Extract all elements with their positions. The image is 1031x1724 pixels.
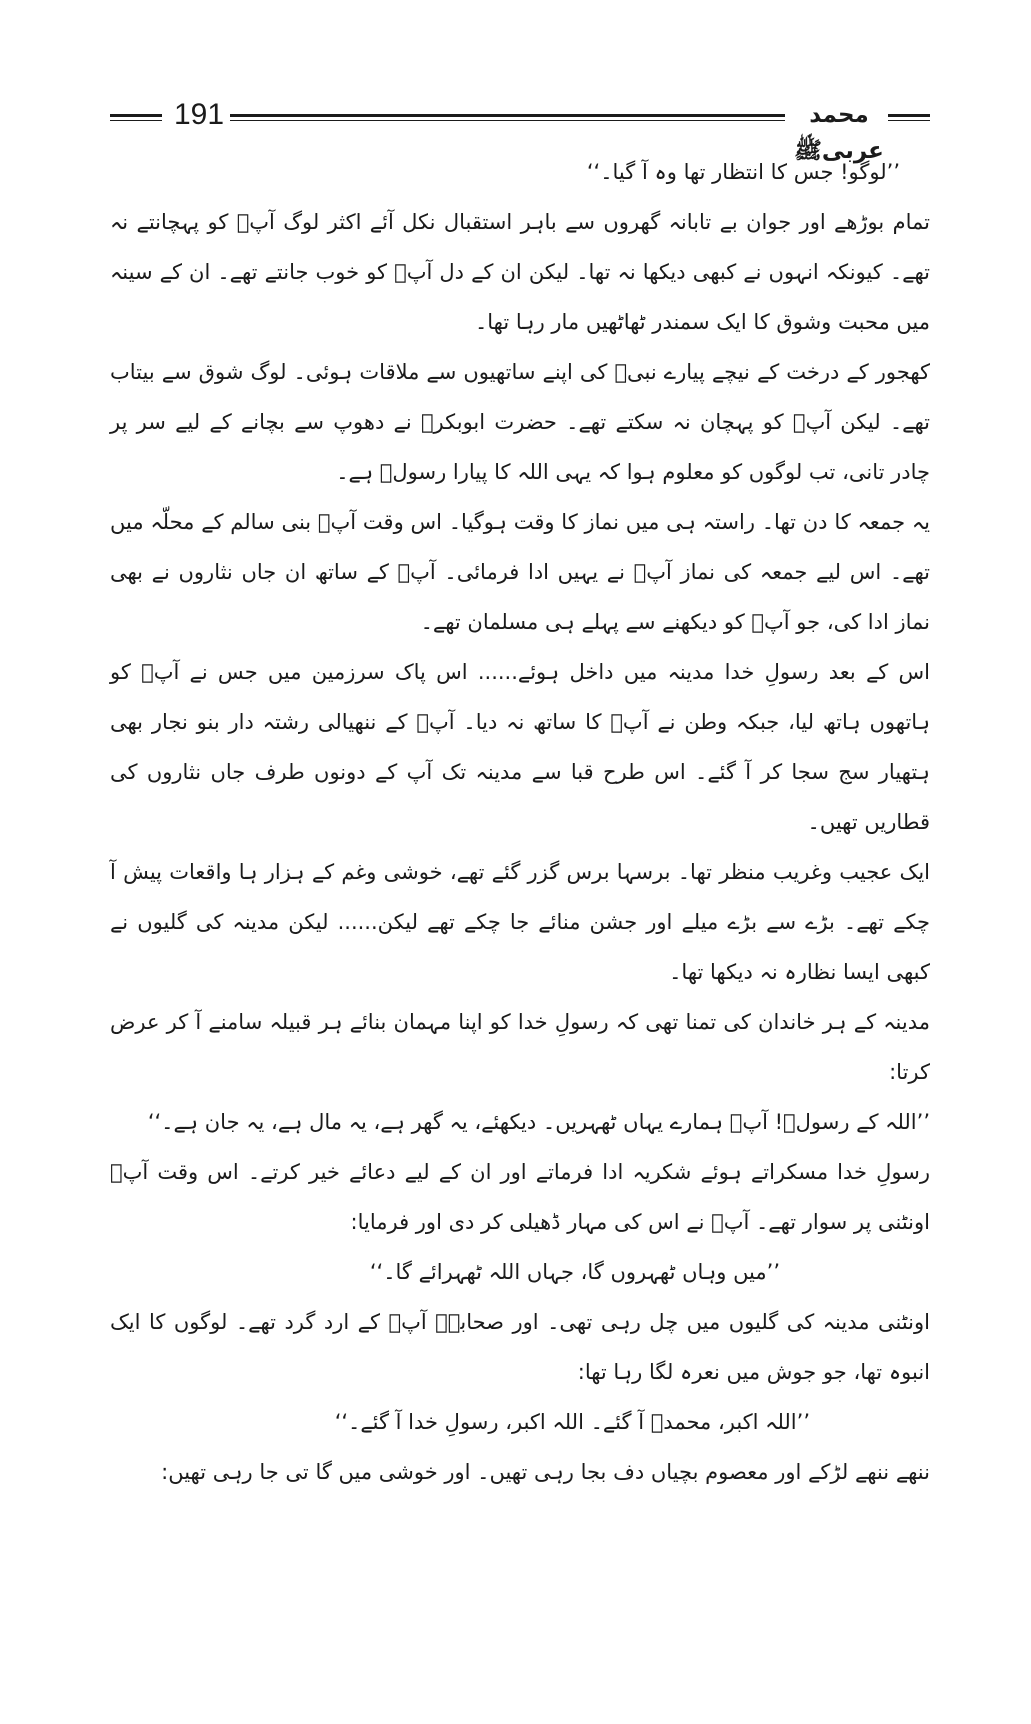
header-rule-right [888, 114, 930, 117]
book-title: محمد عربیﷺ [794, 102, 884, 164]
quote-stay-with-us: ’’اللہ کے رسولؐ! آپؐ ہمارے یہاں ٹھہریں۔ دیکھئے، یہ گھر ہے، یہ مال ہے، یہ جان ہے۔‘‘ [147, 1110, 930, 1134]
paragraph-welcome: تمام بوڑھے اور جوان بے تابانہ گھروں سے باہر استقبال نکل آئے اکثر لوگ آپؐ کو پہچانتے نہ تھے۔ کیونکہ انہوں نے کبھی دیکھا نہ تھا۔ لیکن ان کے دل آپؐ کو خوب جانتے تھے۔ ان کے سینہ میں محبت وشوق کا ایک سمندر ٹھاٹھیں مار رہا تھا۔ [110, 210, 930, 334]
header-rule-left [110, 114, 162, 117]
paragraph-camel-reins: رسولِ خدا مسکراتے ہوئے شکریہ ادا فرماتے اور ان کے لیے دعائے خیر کرتے۔ اس وقت آپؐ اونٹنی پر سوار تھے۔ آپؐ نے اس کی مہار ڈھیلی کر دی اور فرمایا: [110, 1160, 930, 1234]
page-body [110, 147, 930, 1497]
page-number: 191 [174, 98, 225, 131]
paragraph-every-family: مدینہ کے ہر خاندان کی تمنا تھی کہ رسولِ خدا کو اپنا مہمان بنائے ہر قبیلہ سامنے آ کر عرض کرتا: [110, 1010, 930, 1084]
paragraph-children-singing: ننھے ننھے لڑکے اور معصوم بچیاں دف بجا رہی تھیں۔ اور خوشی میں گا تی جا رہی تھیں: [161, 1460, 930, 1484]
quote-awaited-one: ’’لوگو! جس کا انتظار تھا وہ آ گیا۔‘‘ [586, 160, 900, 184]
book-page [110, 85, 930, 1497]
paragraph-friday-prayer: یہ جمعہ کا دن تھا۔ راستہ ہی میں نماز کا وقت ہوگیا۔ اس وقت آپؐ بنی سالم کے محلّہ میں تھے۔ اس لیے جمعہ کی نماز آپؐ نے یہیں ادا فرمائی۔ آپؐ کے ساتھ ان جاں نثاروں نے بھی نماز ادا کی، جو آپؐ کو دیکھنے سے پہلے ہی مسلمان تھے۔ [110, 510, 930, 634]
quote-where-allah-stops: ’’میں وہاں ٹھہروں گا، جہاں اللہ ٹھہرائے گا۔‘‘ [369, 1260, 780, 1284]
header-rule-middle [230, 114, 785, 117]
paragraph-camel-streets: اونٹنی مدینہ کی گلیوں میں چل رہی تھی۔ اور صحابہؓ آپؐ کے ارد گرد تھے۔ لوگوں کا ایک انبوہ تھا، جو جوش میں نعرہ لگا رہا تھا: [110, 1310, 930, 1384]
paragraph-strange-scene: ایک عجیب وغریب منظر تھا۔ برسہا برس گزر گئے تھے، خوشی وغم کے ہزار ہا واقعات پیش آ چکے تھے۔ بڑے سے بڑے میلے اور جشن منائے جا چکے تھے لیکن...... لیکن مدینہ کی گلیوں نے کبھی ایسا نظارہ نہ دیکھا تھا۔ [110, 860, 930, 984]
page-header [110, 85, 930, 164]
paragraph-entering-madina: اس کے بعد رسولِ خدا مدینہ میں داخل ہوئے...... اس پاک سرزمین میں جس نے آپؐ کو ہاتھوں ہاتھ لیا، جبکہ وطن نے آپؐ کا ساتھ نہ دیا۔ آپؐ کے ننھیالی رشتہ دار بنو نجار بھی ہتھیار سج سجا کر آ گئے۔ اس طرح قبا سے مدینہ تک آپ کے دونوں طرف جاں نثاروں کی قطاریں تھیں۔ [110, 660, 930, 834]
quote-allahu-akbar: ’’اللہ اکبر، محمدؐ آ گئے۔ اللہ اکبر، رسولِ خدا آ گئے۔‘‘ [334, 1410, 810, 1434]
paragraph-date-palm-meeting: کھجور کے درخت کے نیچے پیارے نبیؐ کی اپنے ساتھیوں سے ملاقات ہوئی۔ لوگ شوق سے بیتاب تھے۔ لیکن آپؐ کو پہچان نہ سکتے تھے۔ حضرت ابوبکرؓ نے دھوپ سے بچانے کے لیے سر پر چادر تانی، تب لوگوں کو معلوم ہوا کہ یہی اللہ کا پیارا رسولؐ ہے۔ [110, 360, 930, 484]
